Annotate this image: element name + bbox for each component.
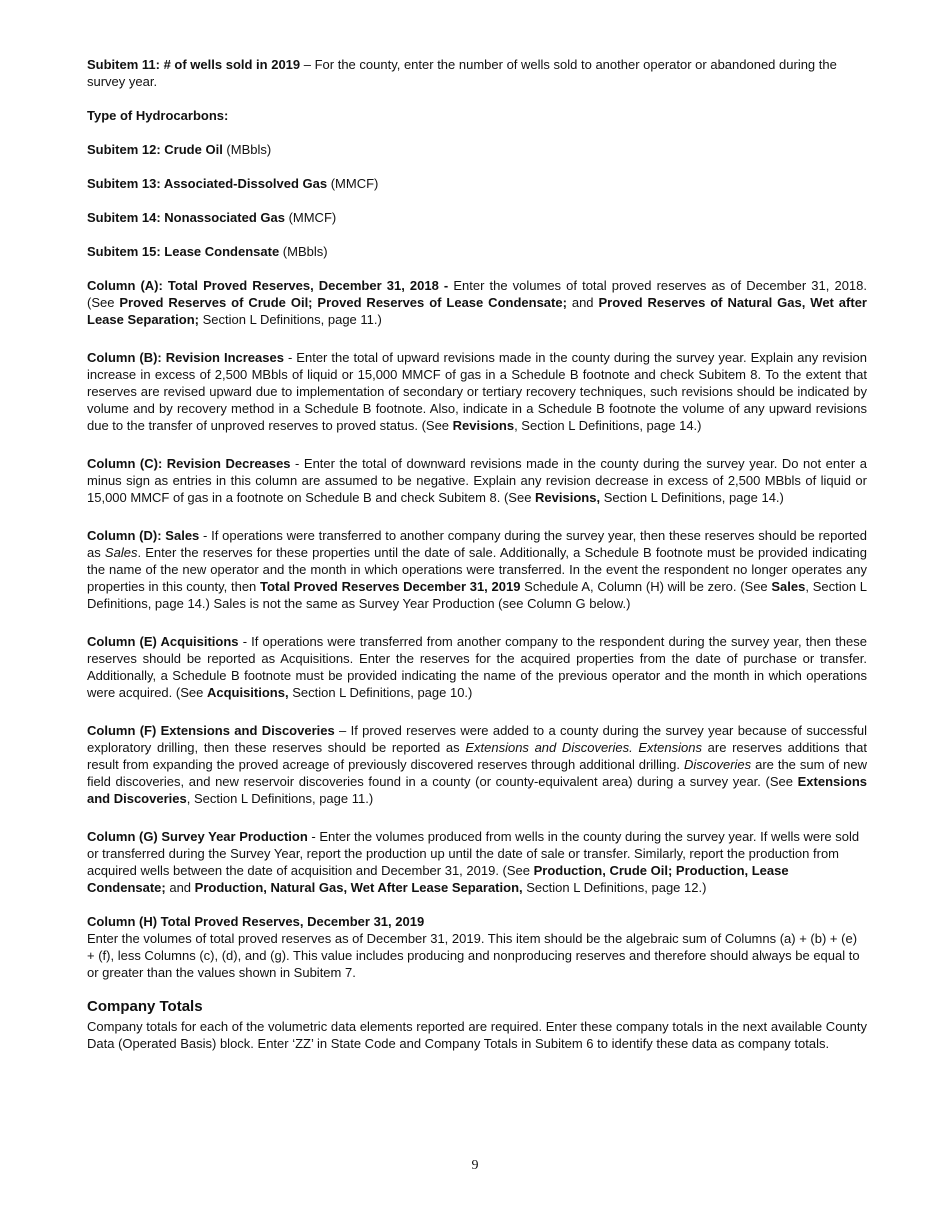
column-a-label: Column (A): Total Proved Reserves, December 31, 2018 - — [87, 278, 449, 293]
column-h-heading: Column (H) Total Proved Reserves, December 31, 2019 — [87, 914, 425, 929]
subitem-13-paragraph: Subitem 13: Associated-Dissolved Gas (MMCF) — [87, 176, 379, 191]
column-b-label: Column (B): Revision Increases — [87, 350, 284, 365]
column-b-paragraph: Column (B): Revision Increases - Enter the total of upward revisions made in the county during the survey year. Explain any revision increase in excess of 2,500 MBbls of liquid or 15,000 MMCF of gas in a Schedule B footnote and check Subitem 8. To the extent that reserves are revised upward due to implementation of secondary or tertiary recovery techniques, such revisions should be indicated by volume and by recovery method in a Schedule B footnote. Also, indicate in a Schedule B footnote the volume of any upward revisions due to the transfer of unproved reserves to proved status. (See Revisions, Section L Definitions, page 14.) — [87, 350, 867, 433]
column-e-paragraph: Column (E) Acquisitions - If operations were transferred from another company to the respondent during the survey year, then these reserves should be reported as Acquisitions. Enter the reserves for the acquired properties from the date of purchase or transfer. Additionally, a Schedule B footnote must be provided indicating the name of the previous operator and the month in which operations were acquired. (See Acquisitions, Section L Definitions, page 10.) — [87, 634, 867, 700]
column-f-paragraph: Column (F) Extensions and Discoveries – If proved reserves were added to a county during the survey year because of successful exploratory drilling, then these reserves should be reported as Extensions and Discoveries. Extensions are reserves additions that result from expanding the proved acreage of previously discovered reserves through additional drilling. Discoveries are the sum of new field discoveries, and new reservoir discoveries found in a county (or county-equivalent area) during a survey year. (See Extensions and Discoveries, Section L Definitions, page 11.) — [87, 723, 868, 806]
column-e-label: Column (E) Acquisitions — [87, 634, 239, 649]
subitem-15-paragraph: Subitem 15: Lease Condensate (MBbls) — [87, 244, 328, 259]
company-totals-paragraph: Company totals for each of the volumetric data elements reported are required. Enter these company totals in the next available County Data (Operated Basis) block. Enter ‘ZZ’ in State Code and Company Totals in Subitem 6 to identify these data as company totals. — [87, 1019, 867, 1051]
subitem-12-paragraph: Subitem 12: Crude Oil (MBbls) — [87, 142, 272, 157]
column-c-paragraph: Column (C): Revision Decreases - Enter the total of downward revisions made in the county during the survey year. Do not enter a minus sign as entries in this column are assumed to be negative. Explain any revision decrease in excess of 2,500 MBbls of liquid or 15,000 MMCF of gas in a footnote on Schedule B and check Subitem 8. (See Revisions, Section L Definitions, page 14.) — [87, 456, 867, 505]
column-h-paragraph: Enter the volumes of total proved reserves as of December 31, 2019. This item should be the algebraic sum of Columns (a) + (b) + (e) + (f), less Columns (c), (d), and (g). This value includes producing and nonproducing reserves and therefore should always be equal to or greater than the values shown in Subitem 7. — [87, 931, 860, 980]
column-a-paragraph: Column (A): Total Proved Reserves, December 31, 2018 - Enter the volumes of total proved reserves as of December 31, 2018. (See Proved Reserves of Crude Oil; Proved Reserves of Lease Condensate; and Proved Reserves of Natural Gas, Wet after Lease Separation; Section L Definitions, page 11.) — [87, 278, 867, 327]
column-d-paragraph: Column (D): Sales - If operations were transferred to another company during the survey year, then these reserves should be reported as Sales. Enter the reserves for these properties until the date of sale. Additionally, a Schedule B footnote must be provided indicating the name of the new operator and the month in which operations were transferred. In the event the respondent no longer operates any properties in this county, then Total Proved Reserves December 31, 2019 Schedule A, Column (H) will be zero. (See Sales, Section L Definitions, page 14.) Sales is not the same as Survey Year Production (see Column G below.) — [87, 528, 868, 611]
subitem-11-paragraph: Subitem 11: # of wells sold in 2019 – For the county, enter the number of wells sold to another operator or abandoned during the survey year. — [87, 57, 837, 89]
subitem-14-paragraph: Subitem 14: Nonassociated Gas (MMCF) — [87, 210, 337, 225]
subitem-11-label: Subitem 11: # of wells sold in 2019 — [87, 57, 301, 72]
type-of-hydrocarbons-heading: Type of Hydrocarbons: — [87, 108, 229, 123]
column-g-paragraph: Column (G) Survey Year Production - Enter the volumes produced from wells in the county during the survey year. If wells were sold or transferred during the Survey Year, report the production up until the date of sale or transfer. Similarly, report the production from acquired wells between the date of acquisition and December 31, 2019. (See Production, Crude Oil; Production, Lease Condensate; and Production, Natural Gas, Wet After Lease Separation, Section L Definitions, page 12.) — [87, 829, 860, 895]
document-page — [87, 56, 867, 1052]
column-g-label: Column (G) Survey Year Production — [87, 829, 308, 844]
page-number: 9 — [471, 1158, 479, 1173]
company-totals-heading: Company Totals — [87, 998, 203, 1015]
column-f-label: Column (F) Extensions and Discoveries — [87, 723, 335, 738]
column-c-label: Column (C): Revision Decreases — [87, 456, 291, 471]
column-d-label: Column (D): Sales — [87, 528, 200, 543]
